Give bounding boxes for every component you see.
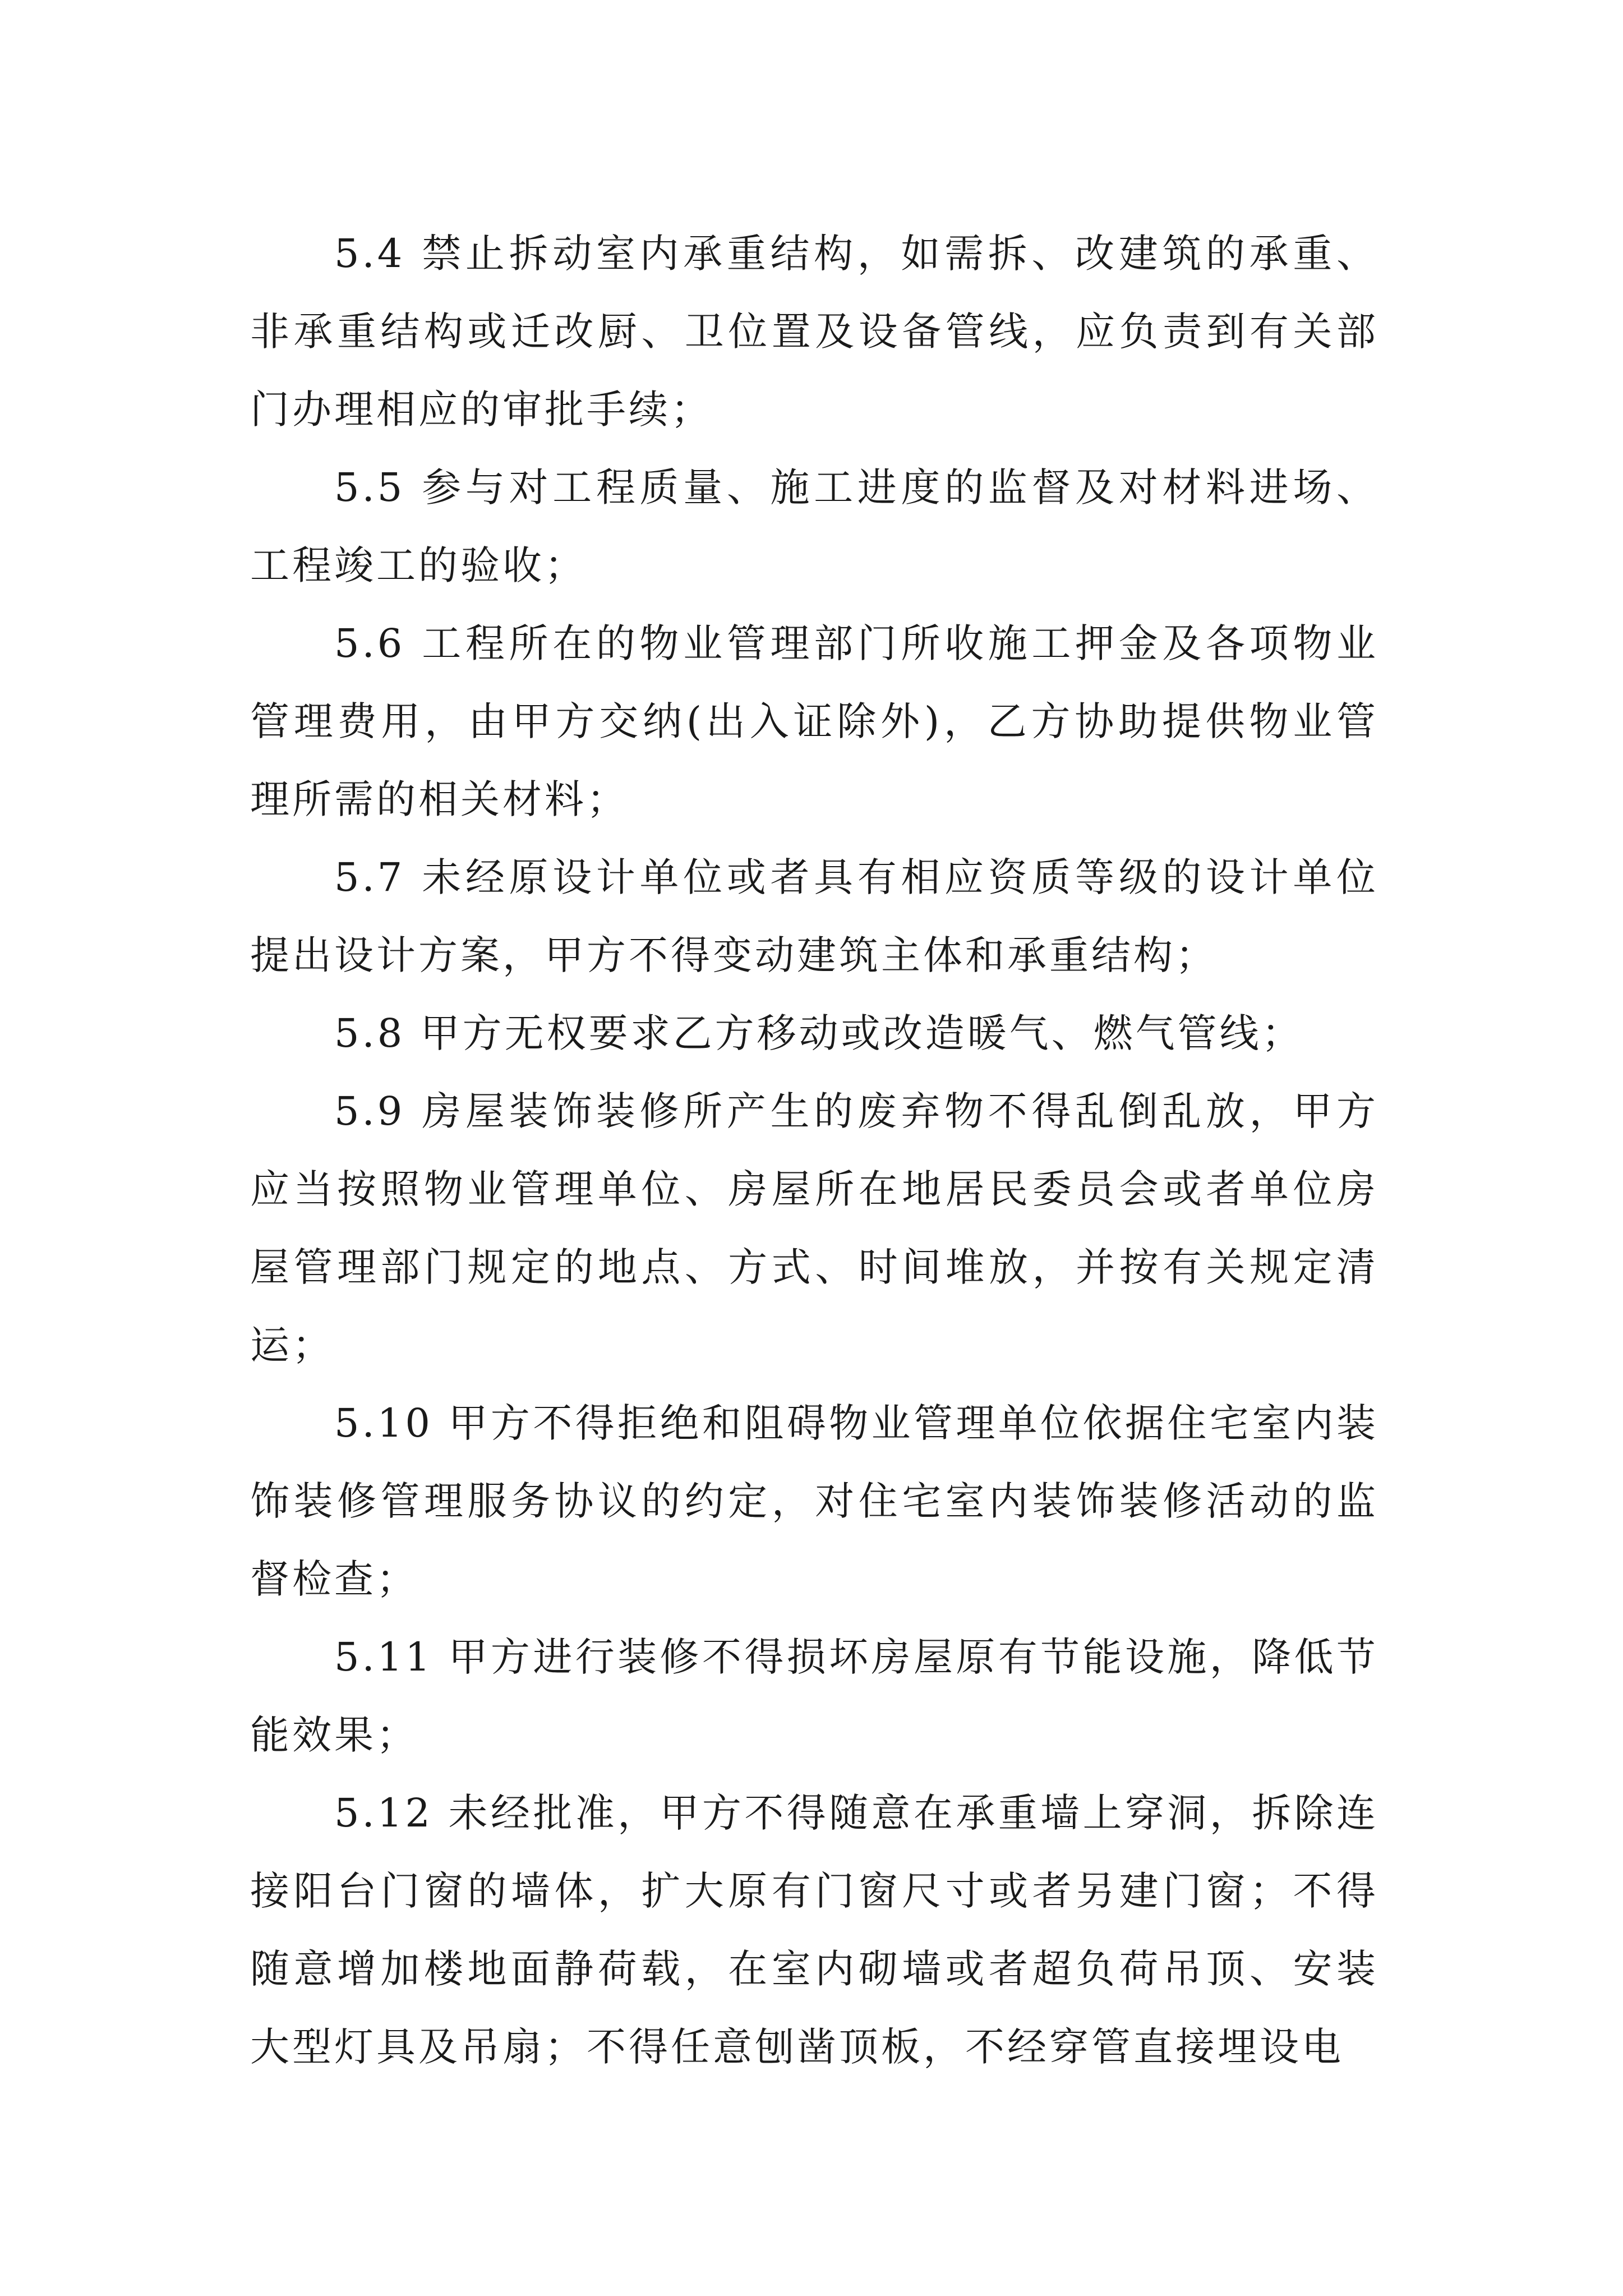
clause-5-4: 5.4 禁止拆动室内承重结构，如需拆、改建筑的承重、非承重结构或迁改厨、卫位置及设备管线，应负责到有关部门办理相应的审批手续； (250, 231, 1378, 432)
clause-5-7: 5.7 未经原设计单位或者具有相应资质等级的设计单位提出设计方案，甲方不得变动建筑主体和承重结构； (250, 854, 1378, 978)
clause-5-12: 5.12 未经批准，甲方不得随意在承重墙上穿洞，拆除连接阳台门窗的墙体，扩大原有门窗尺寸或者另建门窗；不得随意增加楼地面静荷载，在室内砌墙或者超负荷吊顶、安装大型灯具及吊扇；不得任意刨凿顶板，不经穿管直接埋设电 (250, 1790, 1378, 2070)
clause-5-10: 5.10 甲方不得拒绝和阻碍物业管理单位依据住宅室内装饰装修管理服务协议的约定，对住宅室内装饰装修活动的监督检查； (250, 1400, 1378, 1602)
clause-5-8: 5.8 甲方无权要求乙方移动或改造暖气、燃气管线； (334, 1010, 1304, 1056)
document-body (250, 215, 1378, 2086)
clause-5-5: 5.5 参与对工程质量、施工进度的监督及对材料进场、工程竣工的验收； (250, 464, 1378, 588)
clause-5-9: 5.9 房屋装饰装修所产生的废弃物不得乱倒乱放，甲方应当按照物业管理单位、房屋所在地居民委员会或者单位房屋管理部门规定的地点、方式、时间堆放，并按有关规定清运； (250, 1088, 1378, 1368)
clause-5-6: 5.6 工程所在的物业管理部门所收施工押金及各项物业管理费用，由甲方交纳(出入证除外)，乙方协助提供物业管理所需的相关材料； (250, 620, 1378, 822)
clause-5-11: 5.11 甲方进行装修不得损坏房屋原有节能设施，降低节能效果； (250, 1634, 1378, 1758)
